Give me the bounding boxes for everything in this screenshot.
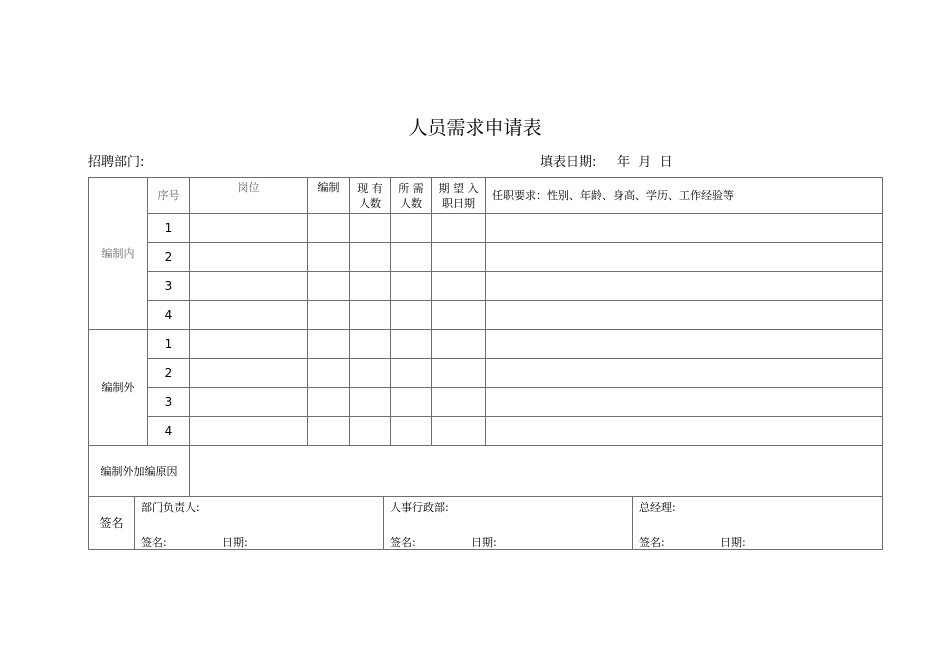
needed-count-cell[interactable] [391, 272, 432, 301]
quota-cell[interactable] [308, 214, 350, 243]
signature-row [89, 497, 883, 550]
row-number: 1 [148, 330, 190, 359]
form-title: 人员需求申请表 [408, 117, 542, 139]
header-expected-date: 期 望 入 职日期 [432, 178, 486, 214]
expected-date-cell[interactable] [432, 214, 486, 243]
requirements-cell[interactable] [486, 214, 883, 243]
signer-general-manager[interactable] [632, 497, 881, 549]
needed-count-cell[interactable] [391, 417, 432, 446]
sign-label: 签名: [639, 536, 665, 549]
date-label: 日期: [471, 536, 497, 549]
header-seq: 序号 [148, 178, 190, 214]
request-table [88, 177, 883, 550]
date-label: 日期: [720, 536, 746, 549]
header-requirements: 任职要求：性别、年龄、身高、学历、工作经验等 [486, 178, 883, 214]
fill-date-label: 填表日期: 年 月 日 [540, 155, 673, 170]
quota-cell[interactable] [308, 301, 350, 330]
current-count-cell[interactable] [350, 272, 391, 301]
expected-date-cell[interactable] [432, 388, 486, 417]
signer-department-head[interactable] [135, 497, 383, 549]
post-cell[interactable] [190, 330, 308, 359]
date-label: 日期: [222, 536, 248, 549]
quota-cell[interactable] [308, 388, 350, 417]
table-row [89, 330, 883, 359]
current-count-cell[interactable] [350, 388, 391, 417]
expected-date-cell[interactable] [432, 417, 486, 446]
expected-date-cell[interactable] [432, 330, 486, 359]
header-current: 现 有 人数 [350, 178, 391, 214]
table-row [89, 417, 883, 446]
current-count-cell[interactable] [350, 330, 391, 359]
needed-count-cell[interactable] [391, 301, 432, 330]
signer-role: 总经理: [639, 501, 676, 514]
sign-label: 签名: [390, 536, 416, 549]
row-number: 4 [148, 417, 190, 446]
requirements-cell[interactable] [486, 359, 883, 388]
table-row [89, 359, 883, 388]
quota-cell[interactable] [308, 417, 350, 446]
row-number: 4 [148, 301, 190, 330]
header-post: 岗位 [190, 178, 308, 214]
post-cell[interactable] [190, 359, 308, 388]
requirements-cell[interactable] [486, 301, 883, 330]
group-inside-label: 编制内 [89, 178, 148, 330]
row-number: 2 [148, 359, 190, 388]
signer-role: 部门负责人: [141, 501, 200, 514]
post-cell[interactable] [190, 388, 308, 417]
row-number: 3 [148, 388, 190, 417]
current-count-cell[interactable] [350, 214, 391, 243]
table-row [89, 243, 883, 272]
row-number: 2 [148, 243, 190, 272]
row-number: 3 [148, 272, 190, 301]
row-number: 1 [148, 214, 190, 243]
quota-cell[interactable] [308, 330, 350, 359]
requirements-cell[interactable] [486, 243, 883, 272]
requirements-cell[interactable] [486, 330, 883, 359]
table-row [89, 388, 883, 417]
header-row [89, 178, 883, 214]
needed-count-cell[interactable] [391, 330, 432, 359]
post-cell[interactable] [190, 243, 308, 272]
post-cell[interactable] [190, 272, 308, 301]
extra-reason-field[interactable] [190, 446, 883, 497]
table-row [89, 301, 883, 330]
extra-reason-label: 编制外加编原因 [89, 446, 190, 497]
extra-reason-row [89, 446, 883, 497]
post-cell[interactable] [190, 301, 308, 330]
current-count-cell[interactable] [350, 359, 391, 388]
expected-date-cell[interactable] [432, 301, 486, 330]
expected-date-cell[interactable] [432, 243, 486, 272]
post-cell[interactable] [190, 417, 308, 446]
signature-area [135, 497, 883, 550]
header-quota: 编制 [308, 178, 350, 214]
expected-date-cell[interactable] [432, 359, 486, 388]
current-count-cell[interactable] [350, 417, 391, 446]
group-outside-label: 编制外 [89, 330, 148, 446]
quota-cell[interactable] [308, 272, 350, 301]
signature-label: 签名 [89, 497, 135, 550]
recruiting-department-label: 招聘部门: [88, 155, 145, 170]
sign-label: 签名: [141, 536, 167, 549]
signer-hr-admin[interactable] [383, 497, 632, 549]
requirements-cell[interactable] [486, 272, 883, 301]
post-cell[interactable] [190, 214, 308, 243]
needed-count-cell[interactable] [391, 388, 432, 417]
requirements-cell[interactable] [486, 388, 883, 417]
requirements-cell[interactable] [486, 417, 883, 446]
quota-cell[interactable] [308, 359, 350, 388]
current-count-cell[interactable] [350, 243, 391, 272]
current-count-cell[interactable] [350, 301, 391, 330]
table-row [89, 272, 883, 301]
needed-count-cell[interactable] [391, 359, 432, 388]
table-row [89, 214, 883, 243]
expected-date-cell[interactable] [432, 272, 486, 301]
signer-role: 人事行政部: [390, 501, 449, 514]
quota-cell[interactable] [308, 243, 350, 272]
needed-count-cell[interactable] [391, 243, 432, 272]
header-needed: 所 需 人数 [391, 178, 432, 214]
needed-count-cell[interactable] [391, 214, 432, 243]
